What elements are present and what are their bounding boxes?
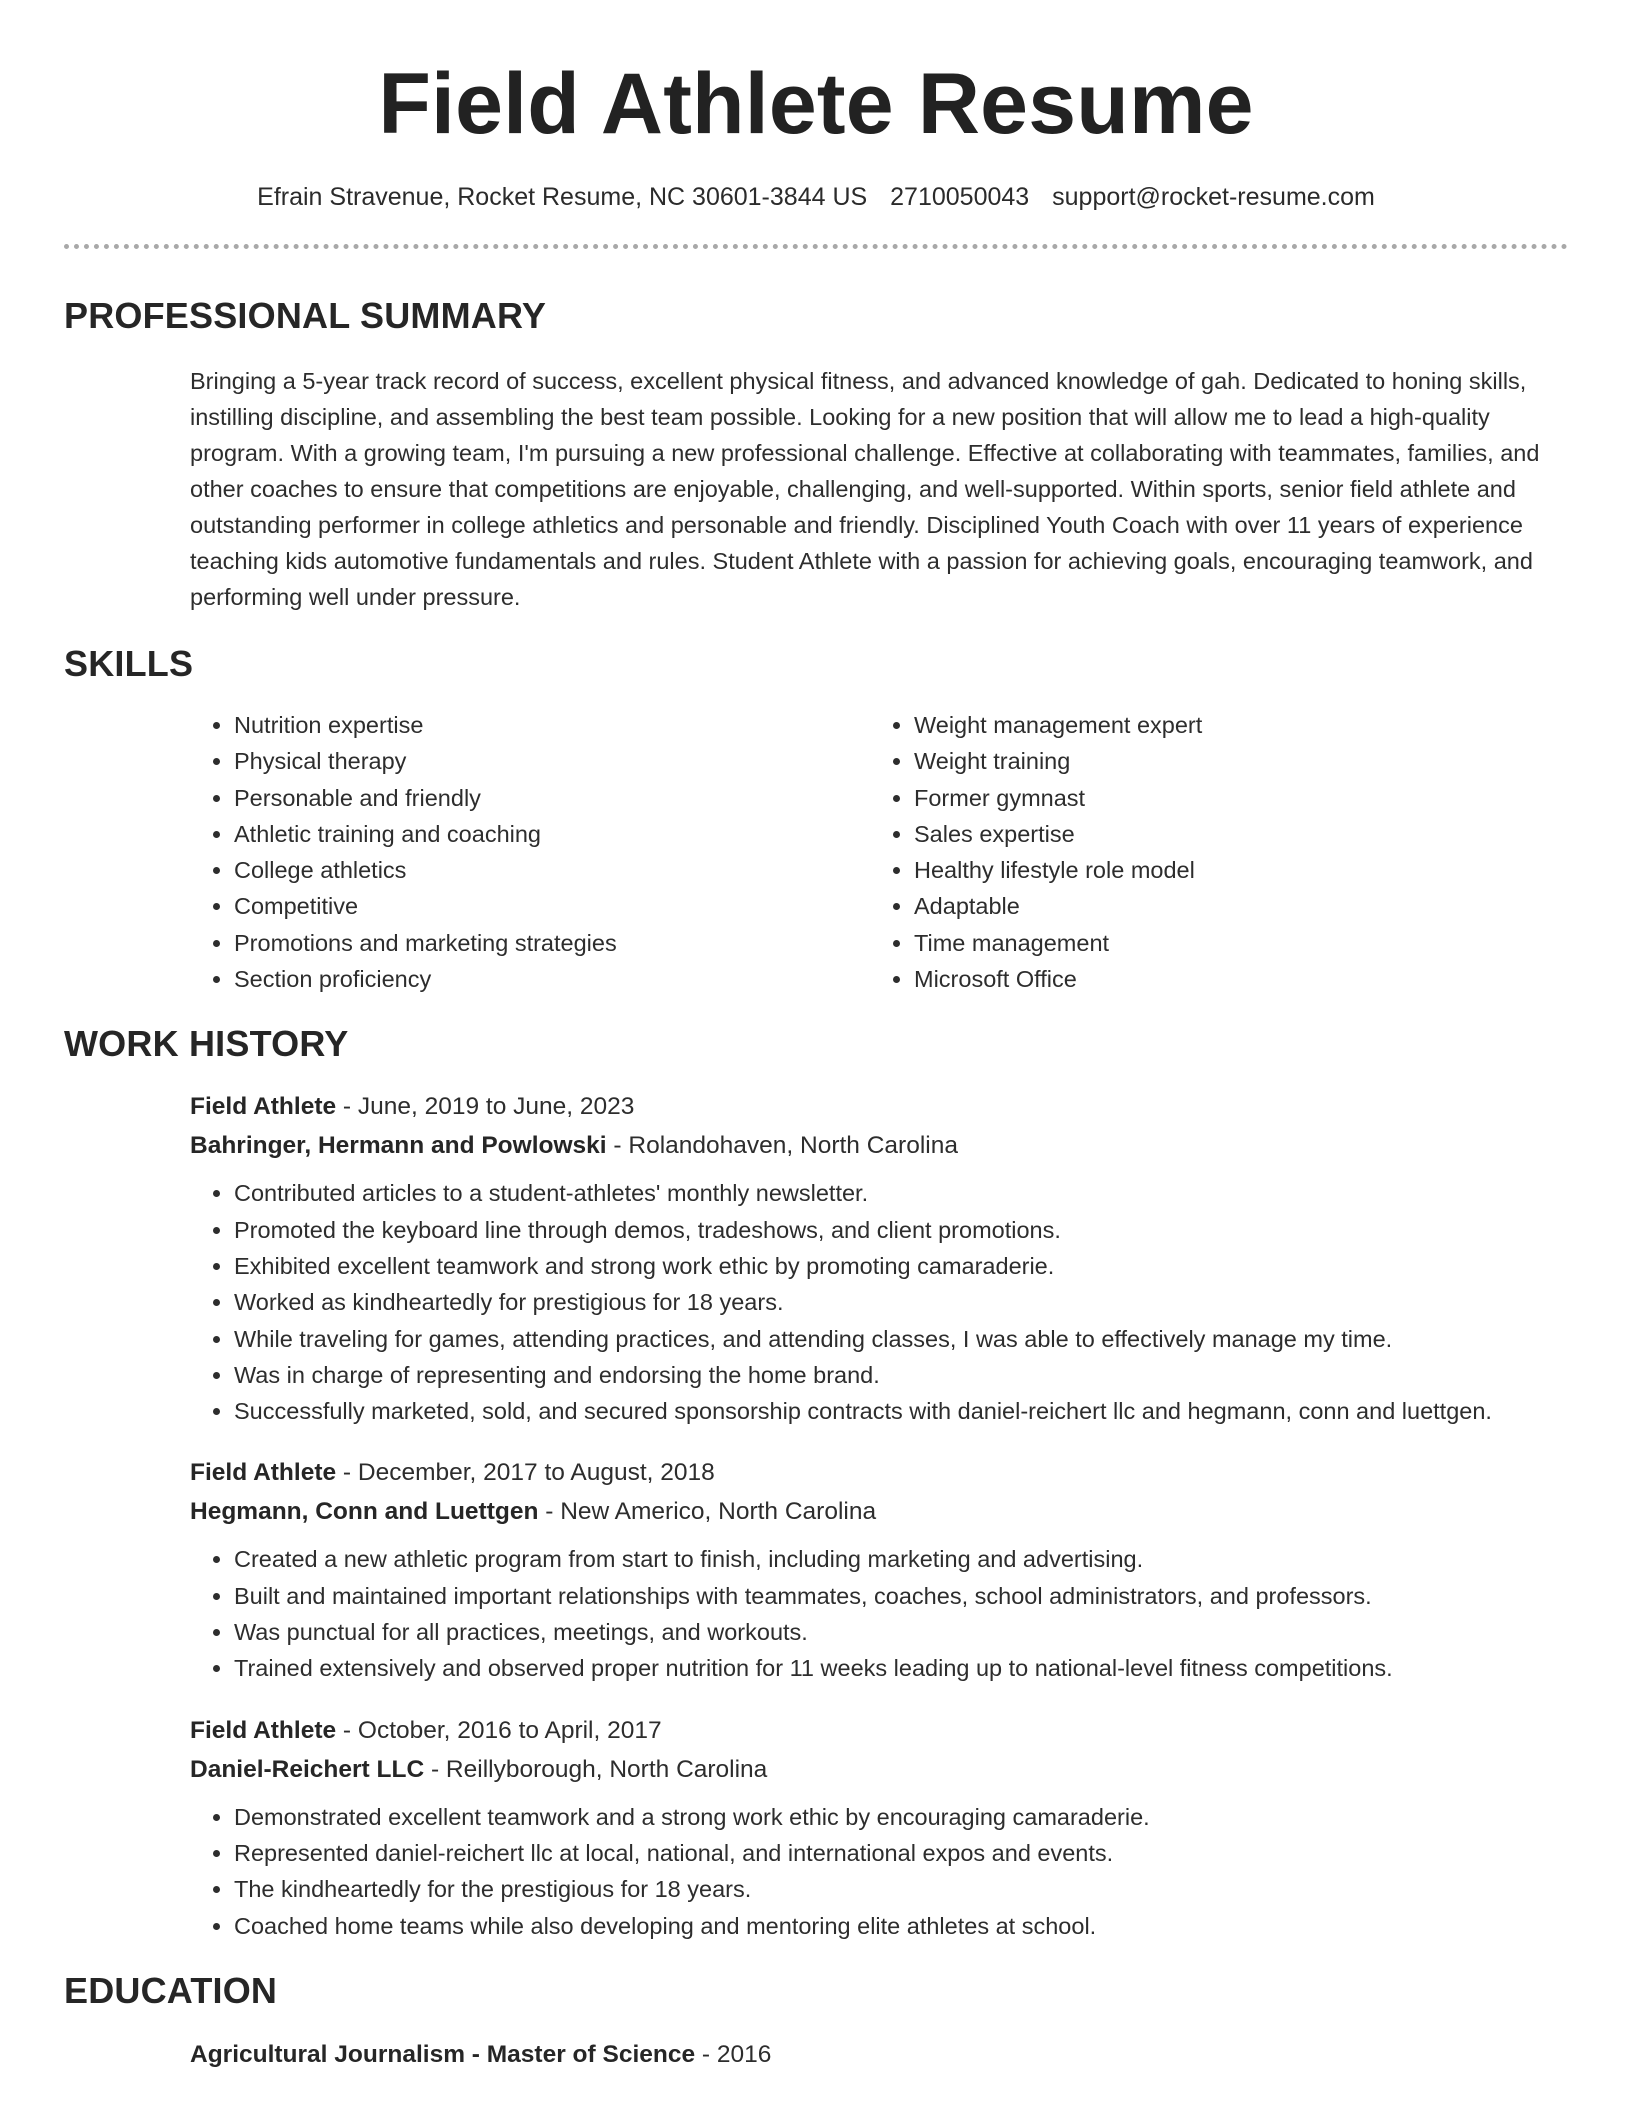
skill-item: • Time management: [914, 925, 1202, 961]
job-bullet: • Created a new athletic program from start to finish, including marketing and advertising.: [234, 1541, 1568, 1577]
job-bullet: • Was in charge of representing and endorsing the home brand.: [234, 1357, 1568, 1393]
skills-list-left: [190, 707, 870, 997]
job-company-line: [190, 1492, 1568, 1531]
header-divider: [64, 244, 1568, 249]
resume-title: Field Athlete Resume: [378, 56, 1254, 152]
skills-heading: SKILLS: [64, 643, 194, 684]
job-location: - Reillyborough, North Carolina: [424, 1755, 768, 1783]
job-bullet: • Successfully marketed, sold, and secured sponsorship contracts with daniel-reichert llc and hegmann, conn and luettgen.: [234, 1393, 1568, 1429]
skill-item: • Promotions and marketing strategies: [234, 925, 870, 961]
job-bullet: • While traveling for games, attending practices, and attending classes, I was able to effectively manage my time.: [234, 1321, 1568, 1357]
job-bullet: • Coached home teams while also developing and mentoring elite athletes at school.: [234, 1908, 1568, 1944]
skill-item: • Section proficiency: [234, 961, 870, 997]
skill-item: • Weight training: [914, 743, 1202, 779]
job-company: Hegmann, Conn and Luettgen: [190, 1498, 539, 1526]
job-company: Bahringer, Hermann and Powlowski: [190, 1132, 607, 1160]
job-bullet: • The kindheartedly for the prestigious for 18 years.: [234, 1871, 1568, 1907]
skills-columns: [190, 707, 1568, 997]
job-title: Field Athlete: [190, 1459, 337, 1487]
contact-email: support@rocket-resume.com: [1052, 183, 1375, 211]
job-company-line: [190, 1126, 1568, 1165]
skill-item: • Sales expertise: [914, 816, 1202, 852]
job-title-line: [190, 1711, 1568, 1750]
job-title-line: [190, 1453, 1568, 1492]
education-degree: Agricultural Journalism - Master of Science: [190, 2040, 696, 2068]
summary-text: Bringing a 5-year track record of success, excellent physical fitness, and advanced knowledge of gah. Dedicated to honing skills, instilling discipline, and assembling the best team possible. Looking for a new position that will allow me to lead a high-quality program. With a growing team, I'm pursuing a new professional challenge. Effective at collaborating with teammates, families, and other coaches to ensure that competitions are enjoyable, challenging, and well-supported. Within sports, senior field athlete and outstanding performer in college athletics and personable and friendly. Disciplined Youth Coach with over 11 years of experience teaching kids automotive fundamentals and rules. Student Athlete with a passion for achieving goals, encouraging teamwork, and performing well under pressure.: [190, 368, 1540, 610]
job-dates: - October, 2016 to April, 2017: [336, 1716, 662, 1744]
contact-line: [64, 180, 1568, 214]
skill-item: • Healthy lifestyle role model: [914, 852, 1202, 888]
job-bullet: • Built and maintained important relationships with teammates, coaches, school administrators, and professors.: [234, 1578, 1568, 1614]
job-bullet: • Trained extensively and observed proper nutrition for 11 weeks leading up to national-level fitness competitions.: [234, 1650, 1568, 1686]
contact-address: Efrain Stravenue, Rocket Resume, NC 30601-3844 US: [257, 183, 868, 211]
job-bullet: • Was punctual for all practices, meetings, and workouts.: [234, 1614, 1568, 1650]
job-company-line: [190, 1750, 1568, 1789]
skill-item: • Former gymnast: [914, 780, 1202, 816]
job-bullet: • Promoted the keyboard line through demos, tradeshows, and client promotions.: [234, 1212, 1568, 1248]
job-bullet: • Exhibited excellent teamwork and strong work ethic by promoting camaraderie.: [234, 1248, 1568, 1284]
skill-item: • Microsoft Office: [914, 961, 1202, 997]
job-bullets: [190, 1799, 1568, 1944]
summary-heading: PROFESSIONAL SUMMARY: [64, 295, 547, 336]
job-title: Field Athlete: [190, 1093, 337, 1121]
work-history-heading: WORK HISTORY: [64, 1023, 349, 1065]
education-entry: [190, 2038, 1568, 2072]
education-heading: EDUCATION: [64, 1969, 278, 2011]
job-dates: - December, 2017 to August, 2018: [336, 1459, 715, 1487]
job-title-line: [190, 1087, 1568, 1126]
skill-item: • Personable and friendly: [234, 780, 870, 816]
skill-item: • Weight management expert: [914, 707, 1202, 743]
skill-item: • College athletics: [234, 852, 870, 888]
job-title: Field Athlete: [190, 1716, 337, 1744]
skills-list-right: [870, 707, 1202, 997]
job-entry: [190, 1453, 1568, 1686]
job-dates: - June, 2019 to June, 2023: [336, 1093, 635, 1121]
job-entry: [190, 1087, 1568, 1429]
skill-item: • Adaptable: [914, 888, 1202, 924]
contact-phone: 2710050043: [890, 183, 1030, 211]
job-location: - Rolandohaven, North Carolina: [606, 1132, 958, 1160]
job-bullet: • Represented daniel-reichert llc at local, national, and international expos and events.: [234, 1835, 1568, 1871]
job-bullets: [190, 1541, 1568, 1686]
job-bullets: [190, 1175, 1568, 1429]
job-bullet: • Demonstrated excellent teamwork and a strong work ethic by encouraging camaraderie.: [234, 1799, 1568, 1835]
job-entry: [190, 1711, 1568, 1944]
skill-item: • Athletic training and coaching: [234, 816, 870, 852]
skill-item: • Physical therapy: [234, 743, 870, 779]
job-bullet: • Contributed articles to a student-athletes' monthly newsletter.: [234, 1175, 1568, 1211]
job-bullet: • Worked as kindheartedly for prestigious for 18 years.: [234, 1284, 1568, 1320]
skill-item: • Competitive: [234, 888, 870, 924]
job-company: Daniel-Reichert LLC: [190, 1755, 425, 1783]
skill-item: • Nutrition expertise: [234, 707, 870, 743]
job-location: - New Americo, North Carolina: [538, 1498, 877, 1526]
education-year: - 2016: [695, 2040, 772, 2068]
